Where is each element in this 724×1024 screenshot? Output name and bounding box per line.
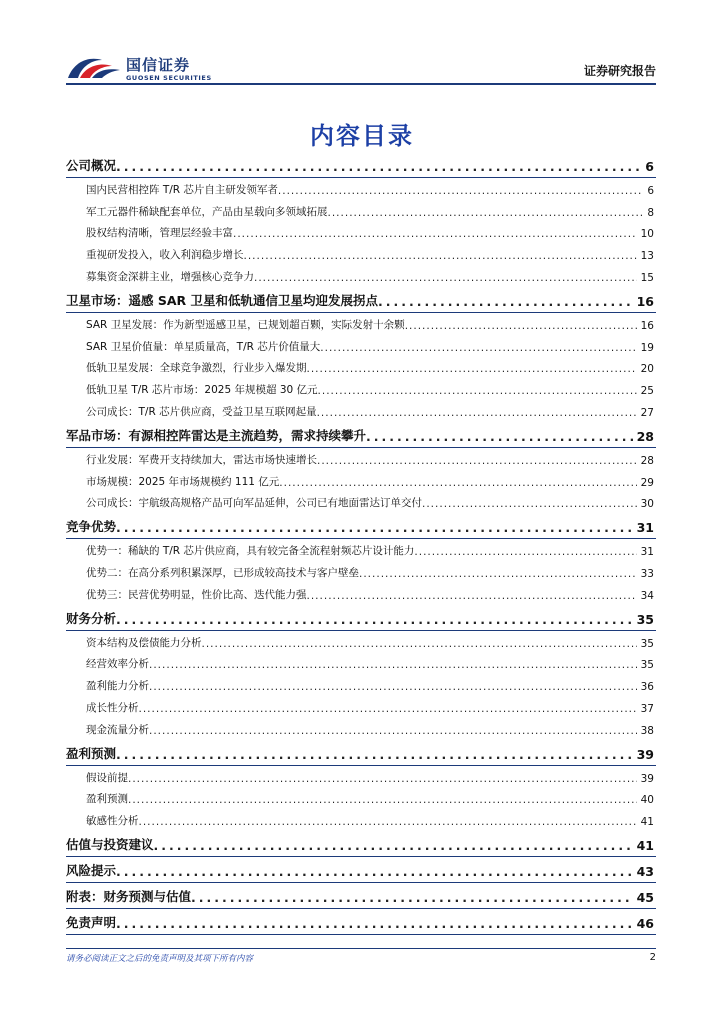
toc-dot-leader (128, 794, 637, 809)
toc-dot-leader (254, 272, 637, 287)
toc-entry-title: 优势二：在高分系列积累深厚，已形成较高技术与客户壁垒 (86, 566, 359, 579)
toc-subsection-entry[interactable] (66, 492, 656, 514)
toc-entry-title: 资本结构及偿债能力分析 (86, 636, 202, 649)
toc-dot-leader (414, 546, 636, 561)
toc-entry-page: 30 (640, 498, 654, 511)
toc-subsection-entry[interactable] (66, 653, 656, 675)
toc-section-entry[interactable] (66, 422, 656, 448)
toc-entry-title: 现金流量分析 (86, 723, 149, 736)
toc-section-entry[interactable] (66, 287, 656, 313)
report-type-label: 证券研究报告 (583, 64, 656, 78)
toc-subsection-entry[interactable] (66, 809, 656, 831)
toc-subsection-entry[interactable] (66, 674, 656, 696)
toc-dot-leader (307, 590, 637, 605)
toc-entry-title: 成长性分析 (86, 701, 139, 714)
toc-entry-title: 卫星市场：遥感 SAR 卫星和低轨通信卫星均迎发展拐点 (66, 292, 379, 308)
toc-entry-page: 35 (640, 637, 654, 650)
toc-dot-leader (378, 294, 633, 312)
page-header (66, 48, 656, 88)
toc-subsection-entry[interactable] (66, 378, 656, 400)
toc-entry-title: 盈利能力分析 (86, 680, 149, 693)
toc-dot-leader (307, 363, 637, 378)
toc-dot-leader (233, 228, 637, 243)
toc-dot-leader (116, 916, 633, 934)
toc-subsection-entry[interactable] (66, 313, 656, 335)
toc-entry-title: 低轨卫星发展：全球竞争激烈，行业步入爆发期 (86, 362, 307, 375)
toc-entry-page: 16 (640, 319, 654, 332)
toc-entry-page: 29 (640, 476, 654, 489)
page-number: 2 (649, 952, 656, 963)
toc-entry-page: 43 (636, 864, 654, 880)
toc-dot-leader (366, 429, 633, 447)
toc-entry-title: 股权结构清晰，管理层经验丰富 (86, 227, 233, 240)
toc-dot-leader (116, 864, 633, 882)
toc-subsection-entry[interactable] (66, 470, 656, 492)
toc-subsection-entry[interactable] (66, 788, 656, 810)
toc-entry-page: 35 (636, 611, 654, 627)
toc-entry-page: 41 (636, 838, 654, 854)
toc-entry-title: 公司成长：T/R 芯片供应商，受益卫星互联网起量 (86, 405, 317, 418)
toc-dot-leader (149, 725, 637, 740)
toc-entry-page: 33 (640, 567, 654, 580)
toc-entry-page: 13 (640, 250, 654, 263)
toc-entry-page: 6 (645, 159, 654, 174)
toc-dot-leader (116, 520, 633, 538)
toc-subsection-entry[interactable] (66, 400, 656, 422)
toc-dot-leader (318, 385, 637, 400)
toc-entry-page: 19 (640, 341, 654, 354)
toc-title: 内容目录 (310, 122, 414, 150)
brand-name-cn: 国信证券 (126, 56, 191, 74)
toc-subsection-entry[interactable] (66, 448, 656, 470)
footer-divider (66, 948, 656, 949)
toc-dot-leader (359, 568, 637, 583)
toc-dot-leader (149, 681, 637, 696)
toc-entry-title: SAR 卫星价值量：单星质量高，T/R 芯片价值量大 (86, 340, 321, 353)
toc-entry-title: 军品市场：有源相控阵雷达是主流趋势，需求持续攀升 (66, 427, 367, 443)
toc-entry-page: 40 (640, 794, 654, 807)
table-of-contents (66, 152, 656, 935)
toc-entry-page: 16 (636, 293, 654, 309)
toc-dot-leader (154, 838, 633, 856)
toc-subsection-entry[interactable] (66, 583, 656, 605)
toc-entry-page: 31 (640, 546, 654, 559)
toc-entry-title: 公司成长：宇航级高规格产品可向军品延伸，公司已有地面雷达订单交付 (86, 497, 422, 510)
toc-entry-title: 行业发展：军费开支持续加大，雷达市场快速增长 (86, 453, 317, 466)
toc-entry-page: 28 (640, 454, 654, 467)
toc-entry-page: 31 (636, 520, 654, 536)
guosen-logo-icon (66, 52, 122, 82)
toc-entry-title: 经营效率分析 (86, 658, 149, 671)
toc-subsection-entry[interactable] (66, 357, 656, 379)
header-divider (66, 83, 656, 85)
toc-entry-title: 国内民营相控阵 T/R 芯片自主研发领军者 (86, 183, 278, 196)
toc-entry-title: 盈利预测 (86, 793, 128, 806)
toc-entry-title: 假设前提 (86, 771, 128, 784)
toc-entry-page: 8 (647, 206, 654, 219)
toc-subsection-entry[interactable] (66, 631, 656, 653)
toc-dot-leader (405, 320, 637, 335)
toc-section-entry[interactable] (66, 909, 656, 935)
toc-section-entry[interactable] (66, 740, 656, 766)
toc-dot-leader (320, 342, 636, 357)
toc-subsection-entry[interactable] (66, 718, 656, 740)
toc-subsection-entry[interactable] (66, 200, 656, 222)
toc-entry-title: 估值与投资建议 (66, 837, 154, 853)
toc-dot-leader (202, 638, 637, 653)
toc-entry-title: 募集资金深耕主业，增强核心竞争力 (86, 270, 254, 283)
toc-section-entry[interactable] (66, 831, 656, 857)
toc-entry-page: 10 (640, 228, 654, 241)
toc-entry-page: 27 (640, 406, 654, 419)
toc-entry-title: 优势三：民营优势明显，性价比高、迭代能力强 (86, 588, 307, 601)
toc-entry-page: 39 (640, 772, 654, 785)
toc-subsection-entry[interactable] (66, 539, 656, 561)
toc-entry-title: 盈利预测 (66, 745, 117, 761)
toc-section-entry[interactable] (66, 513, 656, 539)
toc-subsection-entry[interactable] (66, 178, 656, 200)
toc-subsection-entry[interactable] (66, 766, 656, 788)
toc-entry-title: 敏感性分析 (86, 815, 139, 828)
toc-subsection-entry[interactable] (66, 222, 656, 244)
toc-entry-page: 15 (640, 271, 654, 284)
toc-entry-page: 37 (640, 702, 654, 715)
toc-entry-page: 35 (640, 659, 654, 672)
toc-section-entry[interactable] (66, 883, 656, 909)
toc-dot-leader (139, 816, 637, 831)
toc-dot-leader (422, 498, 637, 513)
toc-dot-leader (328, 207, 644, 222)
toc-entry-page: 46 (636, 916, 654, 932)
toc-section-entry[interactable] (66, 605, 656, 631)
toc-entry-title: 附表：财务预测与估值 (66, 889, 192, 905)
toc-dot-leader (116, 159, 641, 177)
toc-entry-title: 低轨卫星 T/R 芯片市场：2025 年规模超 30 亿元 (86, 384, 318, 397)
toc-entry-page: 25 (640, 385, 654, 398)
toc-entry-title: SAR 卫星发展：作为新型遥感卫星，已规划超百颗，实际发射十余颗 (86, 318, 405, 331)
toc-subsection-entry[interactable] (66, 696, 656, 718)
toc-entry-title: 优势一：稀缺的 T/R 芯片供应商，具有较完备全流程射频芯片设计能力 (86, 545, 415, 558)
brand-name-en: GUOSEN SECURITIES (126, 74, 212, 82)
toc-entry-page: 6 (647, 184, 654, 197)
toc-dot-leader (244, 250, 637, 265)
toc-dot-leader (149, 659, 637, 674)
toc-section-entry[interactable] (66, 857, 656, 883)
toc-entry-title: 军工元器件稀缺配套单位，产品由星载向多领域拓展 (86, 205, 328, 218)
toc-entry-page: 20 (640, 363, 654, 376)
toc-entry-page: 38 (640, 724, 654, 737)
toc-entry-page: 41 (640, 816, 654, 829)
toc-dot-leader (116, 747, 633, 765)
toc-entry-page: 28 (636, 428, 654, 444)
toc-dot-leader (317, 455, 637, 470)
toc-entry-title: 风险提示 (66, 863, 117, 879)
toc-entry-title: 公司概况 (66, 158, 117, 173)
toc-subsection-entry[interactable] (66, 561, 656, 583)
toc-entry-page: 45 (636, 890, 654, 906)
toc-entry-title: 竞争优势 (66, 519, 117, 535)
toc-entry-title: 财务分析 (66, 610, 117, 626)
toc-subsection-entry[interactable] (66, 335, 656, 357)
toc-dot-leader (139, 703, 637, 718)
toc-entry-title: 重视研发投入，收入利润稳步增长 (86, 249, 244, 262)
disclaimer-note: 请务必阅读正文之后的免责声明及其项下所有内容 (66, 954, 254, 964)
toc-subsection-entry[interactable] (66, 243, 656, 265)
toc-entry-page: 39 (636, 746, 654, 762)
toc-entry-page: 36 (640, 681, 654, 694)
toc-dot-leader (317, 407, 637, 422)
toc-dot-leader (279, 477, 636, 492)
toc-entry-page: 34 (640, 589, 654, 602)
toc-entry-title: 免责声明 (66, 915, 117, 931)
toc-entry-title: 市场规模：2025 年市场规模约 111 亿元 (86, 475, 280, 488)
toc-dot-leader (191, 890, 633, 908)
toc-dot-leader (128, 773, 637, 788)
toc-dot-leader (116, 612, 633, 630)
toc-dot-leader (278, 185, 643, 200)
toc-subsection-entry[interactable] (66, 265, 656, 287)
toc-section-entry[interactable] (66, 152, 656, 178)
